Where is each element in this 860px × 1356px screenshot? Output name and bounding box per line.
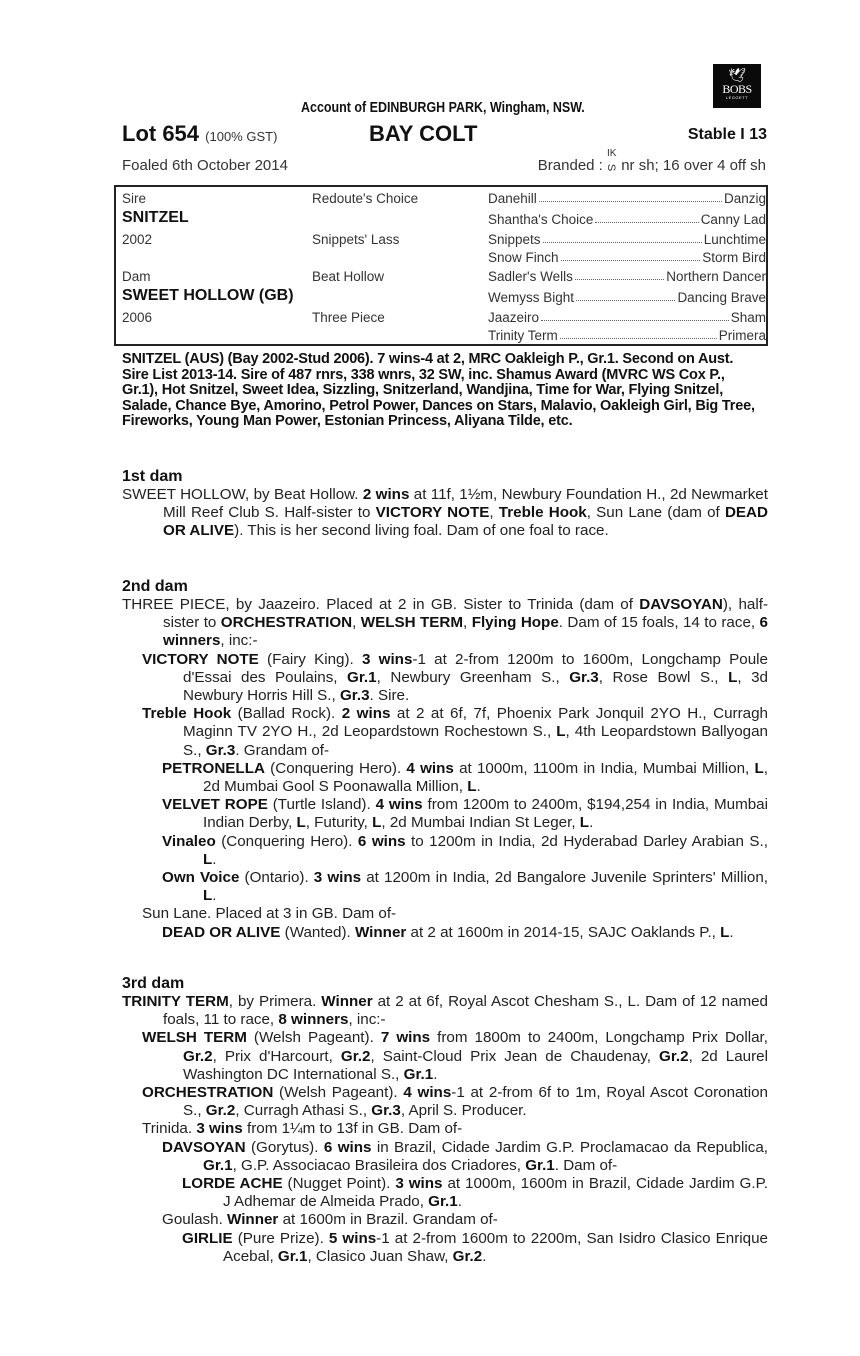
dam-year: 2006 [122, 310, 153, 325]
produce-entry: Treble Hook (Ballad Rock). 2 wins at 2 at 6f, 7f, Phoenix Park Jonquil 2YO H., Curragh Maginn TV 2YO H., 2d Leopardstown Rochestown S., L, 4th Leopardstown Ballyogan S., Gr.3. Grandam of- [142, 705, 768, 759]
dam-section [122, 578, 768, 942]
grandparent-row [488, 250, 766, 265]
dam-dam: Three Piece [312, 310, 385, 325]
dot-leader [595, 212, 698, 223]
gst-note: (100% GST) [205, 129, 278, 144]
produce-entry: TRINITY TERM, by Primera. Winner at 2 at 6f, Royal Ascot Chesham S., L. Dam of 12 named foals, 11 to race, 8 winners, inc:- [122, 993, 769, 1029]
produce-entry: SWEET HOLLOW, by Beat Hollow. 2 wins at 11f, 1½m, Newbury Foundation H., 2d Newmarket Mill Reef Club S. Half-sister to VICTORY NOTE, Treble Hook, Sun Lane (dam of DEAD OR ALIVE). This is her second living foal. Dam of one foal to race. [122, 486, 768, 540]
produce-entry: DEAD OR ALIVE (Wanted). Winner at 2 at 1600m in 2014-15, SAJC Oaklands P., L. [162, 923, 734, 941]
sire-sire: Redoute's Choice [312, 191, 419, 206]
horse-rider-icon: 🕊 [728, 67, 746, 83]
lot-number [122, 121, 277, 147]
horse-description: BAY COLT [369, 121, 478, 146]
produce-entry: VICTORY NOTE (Fairy King). 3 wins-1 at 2-from 1200m to 1600m, Longchamp Poule d'Essai des Poulains, Gr.1, Newbury Greenham S., Gr.3, Rose Bowl S., L, 3d Newbury Horris Hill S., Gr.3. Sire. [142, 650, 768, 705]
great-grandsire-name: Sham [730, 310, 766, 325]
sire-dam: Snippets' Lass [312, 232, 400, 247]
produce-entry: Own Voice (Ontario). 3 wins at 1200m in India, 2d Bangalore Juvenile Sprinters' Million, L. [162, 869, 769, 905]
sire-label: Sire [122, 191, 147, 206]
sire-year: 2002 [122, 232, 153, 247]
produce-entry: Vinaleo (Conquering Hero). 6 wins to 1200m in India, 2d Hyderabad Darley Arabian S., L. [162, 832, 768, 868]
dot-leader [539, 191, 722, 202]
foaled-date: Foaled 6th October 2014 [122, 157, 288, 174]
branded-detail: nr sh; 16 over 4 off sh [621, 157, 766, 174]
produce-entry: THREE PIECE, by Jaazeiro. Placed at 2 in GB. Sister to Trinida (dam of DAVSOYAN), half-sister to ORCHESTRATION, WELSH TERM, Flying Hope. Dam of 15 foals, 14 to race, 6 winners, inc:- [122, 596, 769, 650]
produce-entry: DAVSOYAN (Gorytus). 6 wins in Brazil, Cidade Jardim G.P. Proclamacao da Republica, Gr.1, G.P. Associacao Brasileira dos Criadores, Gr.1. Dam of- [162, 1138, 768, 1174]
grandparent-name: Snippets [488, 232, 541, 247]
brand-mark-icon: IK S [605, 148, 618, 172]
stable-location: Stable I 13 [687, 126, 767, 143]
grandparent-row [488, 290, 766, 305]
dot-leader [560, 328, 717, 339]
grandparent-name: Jaazeiro [488, 310, 540, 325]
grandparent-name: Sadler's Wells [488, 269, 573, 284]
grandparent-row [488, 191, 766, 206]
dam-section [122, 468, 768, 541]
brand-info [537, 148, 766, 174]
dam-label: Dam [122, 269, 151, 284]
grandparent-name: Snow Finch [488, 250, 559, 265]
grandparent-row [488, 269, 766, 284]
section-title: 3rd dam [122, 975, 185, 992]
grandparent-row [488, 328, 766, 343]
grandparent-name: Trinity Term [488, 328, 558, 343]
sire-summary: SNITZEL (AUS) (Bay 2002-Stud 2006). 7 wins-4 at 2, MRC Oakleigh P., Gr.1. Second on Aust. Sire List 2013-14. Sire of 487 rnrs, 338 wnrs, 32 SW, inc. Shamus Award (MVRC WS Cox P., Gr.1), Hot Snitzel, Sweet Idea, Sizzling, Snitzerland, Wandjina, Time for War, Flying Snitzel, Salade, Chance Bye, Amorino, Petrol Power, Dances on Stars, Malavio, Oakleigh Girl, Big Tree, Fireworks, Young Man Power, Estonian Princess, Aliyana Tilde, etc. [122, 351, 755, 429]
dot-leader [575, 269, 664, 280]
produce-entry: WELSH TERM (Welsh Pageant). 7 wins from 1800m to 2400m, Longchamp Prix Dollar, Gr.2, Prix d'Harcourt, Gr.2, Saint-Cloud Prix Jean de Chaudenay, Gr.2, 2d Laurel Washington DC International S., Gr.1. [142, 1029, 769, 1083]
great-grandsire-name: Dancing Brave [677, 290, 766, 305]
produce-entry: VELVET ROPE (Turtle Island). 4 wins from 1200m to 2400m, $194,254 in India, Mumbai Indian Derby, L, Futurity, L, 2d Mumbai Indian St Leger, L. [162, 796, 768, 832]
produce-entry: Trinida. 3 wins from 1¼m to 13f in GB. Dam of- [142, 1120, 463, 1138]
great-grandsire-name: Storm Bird [702, 250, 766, 265]
dam-sire: Beat Hollow [312, 269, 385, 284]
dam-name: SWEET HOLLOW (GB) [122, 287, 294, 304]
produce-entry: Goulash. Winner at 1600m in Brazil. Grandam of- [162, 1211, 498, 1229]
dam-section [122, 975, 768, 1266]
dot-leader [576, 290, 675, 301]
vendor-account: Account of EDINBURGH PARK, Wingham, NSW. [301, 100, 585, 116]
grandparent-name: Wemyss Bight [488, 290, 575, 305]
dot-leader [543, 232, 702, 243]
great-grandsire-name: Lunchtime [703, 232, 766, 247]
grandparent-name: Shantha's Choice [488, 212, 594, 227]
logo-name: BOBS [722, 82, 752, 96]
produce-entry: GIRLIE (Pure Prize). 5 wins-1 at 2-from 1600m to 2200m, San Isidro Clasico Enrique Acebal, Gr.1, Clasico Juan Shaw, Gr.2. [182, 1229, 768, 1265]
great-grandsire-name: Canny Lad [700, 212, 766, 227]
produce-entry: Sun Lane. Placed at 3 in GB. Dam of- [142, 905, 397, 923]
sire-name: SNITZEL [122, 209, 189, 226]
pedigree-table [114, 185, 768, 346]
section-title: 1st dam [122, 468, 183, 485]
produce-entry: LORDE ACHE (Nugget Point). 3 wins at 1000m, 1600m in Brazil, Cidade Jardim G.P. J Adhemar de Almeida Prado, Gr.1. [182, 1175, 768, 1211]
produce-entry: PETRONELLA (Conquering Hero). 4 wins at 1000m, 1100m in India, Mumbai Million, L, 2d Mumbai Gool S Poonawalla Million, L. [162, 759, 768, 796]
dot-leader [561, 250, 701, 261]
grandparent-row [488, 212, 766, 227]
branded-label: Branded : [537, 157, 603, 174]
great-grandsire-name: Northern Dancer [666, 269, 766, 284]
great-grandsire-name: Danzig [723, 191, 766, 206]
dot-leader [541, 310, 729, 321]
produce-entry: ORCHESTRATION (Welsh Pageant). 4 wins-1 at 2-from 6f to 1m, Royal Ascot Coronation S., Gr.2, Curragh Athasi S., Gr.3, April S. Producer. [142, 1084, 768, 1120]
grandparent-row [488, 232, 766, 247]
grandparent-row [488, 310, 766, 325]
section-title: 2nd dam [122, 578, 188, 595]
logo-subtitle: LEGGETT [725, 95, 749, 100]
lot-label: Lot 654 [122, 121, 200, 146]
grandparent-name: Danehill [488, 191, 537, 206]
great-grandsire-name: Primera [718, 328, 766, 343]
